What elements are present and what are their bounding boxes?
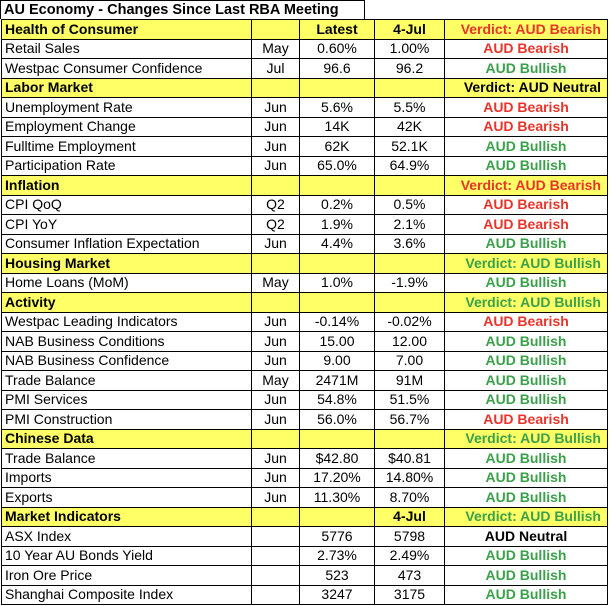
indicator-verdict: AUD Bullish [445, 332, 608, 352]
table-row [2, 156, 608, 176]
previous-value: 5798 [375, 527, 445, 547]
table-row [2, 137, 608, 157]
previous-value: 56.7% [375, 410, 445, 430]
indicator-name: Trade Balance [2, 371, 252, 391]
section-title: Market Indicators [2, 507, 252, 527]
indicator-verdict: AUD Bearish [445, 195, 608, 215]
indicator-name: NAB Business Confidence [2, 351, 252, 371]
table-row [2, 566, 608, 586]
table-row [2, 332, 608, 352]
indicator-verdict: AUD Bullish [445, 351, 608, 371]
previous-value: 52.1K [375, 137, 445, 157]
indicator-verdict: AUD Bullish [445, 59, 608, 79]
previous-value: 64.9% [375, 156, 445, 176]
table-row [2, 468, 608, 488]
indicator-name: PMI Construction [2, 410, 252, 430]
section-title: Inflation [2, 176, 252, 196]
table-row [2, 546, 608, 566]
section-verdict: Verdict: AUD Bullish [445, 293, 608, 313]
previous-value: $40.81 [375, 449, 445, 469]
release-period: Jun [252, 468, 300, 488]
release-period: Jun [252, 410, 300, 430]
indicator-verdict: AUD Neutral [445, 527, 608, 547]
table-row [2, 371, 608, 391]
indicator-verdict: AUD Bullish [445, 390, 608, 410]
indicator-verdict: AUD Bullish [445, 449, 608, 469]
previous-value: 1.00% [375, 39, 445, 59]
indicator-verdict: AUD Bullish [445, 156, 608, 176]
section-verdict: Verdict: AUD Bullish [445, 429, 608, 449]
release-period [252, 566, 300, 586]
indicator-name: Home Loans (MoM) [2, 273, 252, 293]
indicator-name: Employment Change [2, 117, 252, 137]
latest-value: 0.2% [300, 195, 375, 215]
table-row [2, 312, 608, 332]
indicator-verdict: AUD Bullish [445, 488, 608, 508]
table-row [2, 585, 608, 605]
section-header-row [2, 254, 608, 274]
section-prev-header [375, 429, 445, 449]
latest-value: -0.14% [300, 312, 375, 332]
section-latest-header [300, 254, 375, 274]
release-period: May [252, 39, 300, 59]
section-title: Housing Market [2, 254, 252, 274]
release-period: Q2 [252, 195, 300, 215]
section-date-cell [252, 293, 300, 313]
indicator-name: Iron Ore Price [2, 566, 252, 586]
section-date-cell [252, 507, 300, 527]
section-prev-header [375, 254, 445, 274]
indicator-name: Westpac Consumer Confidence [2, 59, 252, 79]
latest-value: 17.20% [300, 468, 375, 488]
table-row [2, 234, 608, 254]
release-period: Jun [252, 488, 300, 508]
latest-value: 2471M [300, 371, 375, 391]
release-period: Jun [252, 332, 300, 352]
release-period: Jun [252, 234, 300, 254]
section-header-row [2, 78, 608, 98]
previous-value: 51.5% [375, 390, 445, 410]
indicator-verdict: AUD Bearish [445, 312, 608, 332]
latest-value: $42.80 [300, 449, 375, 469]
section-prev-header: 4-Jul [375, 507, 445, 527]
indicator-name: NAB Business Conditions [2, 332, 252, 352]
table-row [2, 59, 608, 79]
latest-value: 0.60% [300, 39, 375, 59]
section-header-row [2, 20, 608, 40]
latest-value: 56.0% [300, 410, 375, 430]
table-row [2, 215, 608, 235]
indicator-name: Imports [2, 468, 252, 488]
section-latest-header [300, 507, 375, 527]
release-period: Jun [252, 156, 300, 176]
release-period [252, 527, 300, 547]
latest-value: 14K [300, 117, 375, 137]
previous-value: 7.00 [375, 351, 445, 371]
latest-value: 5776 [300, 527, 375, 547]
latest-value: 65.0% [300, 156, 375, 176]
indicator-name: Retail Sales [2, 39, 252, 59]
release-period: Q2 [252, 215, 300, 235]
latest-value: 3247 [300, 585, 375, 605]
indicator-verdict: AUD Bullish [445, 234, 608, 254]
page-title: AU Economy - Changes Since Last RBA Meeting [0, 0, 365, 19]
indicator-name: Fulltime Employment [2, 137, 252, 157]
previous-value: 2.1% [375, 215, 445, 235]
indicator-name: 10 Year AU Bonds Yield [2, 546, 252, 566]
latest-value: 2.73% [300, 546, 375, 566]
latest-value: 1.9% [300, 215, 375, 235]
previous-value: 3.6% [375, 234, 445, 254]
release-period: Jun [252, 98, 300, 118]
latest-value: 5.6% [300, 98, 375, 118]
section-latest-header [300, 78, 375, 98]
section-verdict: Verdict: AUD Bearish [445, 176, 608, 196]
indicator-verdict: AUD Bearish [445, 215, 608, 235]
previous-value: 42K [375, 117, 445, 137]
table-row [2, 449, 608, 469]
table-row [2, 39, 608, 59]
section-header-row [2, 507, 608, 527]
table-row [2, 527, 608, 547]
indicator-name: Consumer Inflation Expectation [2, 234, 252, 254]
indicator-name: Shanghai Composite Index [2, 585, 252, 605]
indicator-verdict: AUD Bullish [445, 585, 608, 605]
indicator-verdict: AUD Bullish [445, 371, 608, 391]
section-title: Labor Market [2, 78, 252, 98]
latest-value: 523 [300, 566, 375, 586]
section-verdict: Verdict: AUD Bullish [445, 507, 608, 527]
previous-value: 96.2 [375, 59, 445, 79]
section-title: Chinese Data [2, 429, 252, 449]
section-date-cell [252, 78, 300, 98]
latest-value: 15.00 [300, 332, 375, 352]
latest-value: 96.6 [300, 59, 375, 79]
release-period: Jun [252, 137, 300, 157]
latest-value: 11.30% [300, 488, 375, 508]
section-title: Activity [2, 293, 252, 313]
previous-value: 91M [375, 371, 445, 391]
release-period: Jun [252, 390, 300, 410]
table-body [2, 20, 608, 605]
table-row [2, 273, 608, 293]
release-period: May [252, 371, 300, 391]
section-date-cell [252, 254, 300, 274]
table-row [2, 117, 608, 137]
section-date-cell [252, 20, 300, 40]
table-row [2, 488, 608, 508]
previous-value: 14.80% [375, 468, 445, 488]
section-header-row [2, 429, 608, 449]
release-period: Jul [252, 59, 300, 79]
section-verdict: Verdict: AUD Bearish [445, 20, 608, 40]
indicator-verdict: AUD Bullish [445, 566, 608, 586]
indicator-name: Trade Balance [2, 449, 252, 469]
release-period [252, 585, 300, 605]
section-prev-header: 4-Jul [375, 20, 445, 40]
latest-value: 9.00 [300, 351, 375, 371]
section-prev-header [375, 176, 445, 196]
previous-value: -0.02% [375, 312, 445, 332]
indicator-verdict: AUD Bearish [445, 39, 608, 59]
previous-value: -1.9% [375, 273, 445, 293]
table-row [2, 410, 608, 430]
section-date-cell [252, 429, 300, 449]
indicator-name: CPI QoQ [2, 195, 252, 215]
previous-value: 8.70% [375, 488, 445, 508]
table-row [2, 98, 608, 118]
table-row [2, 390, 608, 410]
release-period: Jun [252, 351, 300, 371]
section-latest-header [300, 176, 375, 196]
release-period: May [252, 273, 300, 293]
section-verdict: Verdict: AUD Bullish [445, 254, 608, 274]
indicator-verdict: AUD Bullish [445, 546, 608, 566]
table-row [2, 195, 608, 215]
indicator-name: CPI YoY [2, 215, 252, 235]
indicator-verdict: AUD Bullish [445, 468, 608, 488]
previous-value: 2.49% [375, 546, 445, 566]
indicator-verdict: AUD Bearish [445, 117, 608, 137]
release-period: Jun [252, 449, 300, 469]
latest-value: 62K [300, 137, 375, 157]
release-period [252, 546, 300, 566]
section-latest-header: Latest [300, 20, 375, 40]
latest-value: 54.8% [300, 390, 375, 410]
indicator-name: Unemployment Rate [2, 98, 252, 118]
previous-value: 5.5% [375, 98, 445, 118]
indicator-name: Exports [2, 488, 252, 508]
section-verdict: Verdict: AUD Neutral [445, 78, 608, 98]
section-date-cell [252, 176, 300, 196]
table-row [2, 351, 608, 371]
latest-value: 1.0% [300, 273, 375, 293]
previous-value: 473 [375, 566, 445, 586]
previous-value: 0.5% [375, 195, 445, 215]
latest-value: 4.4% [300, 234, 375, 254]
release-period: Jun [252, 312, 300, 332]
indicator-name: Participation Rate [2, 156, 252, 176]
indicator-name: ASX Index [2, 527, 252, 547]
section-latest-header [300, 429, 375, 449]
indicator-verdict: AUD Bearish [445, 98, 608, 118]
indicator-verdict: AUD Bullish [445, 137, 608, 157]
release-period: Jun [252, 117, 300, 137]
indicator-verdict: AUD Bearish [445, 410, 608, 430]
rba-changes-table [1, 19, 608, 605]
section-prev-header [375, 78, 445, 98]
indicator-name: Westpac Leading Indicators [2, 312, 252, 332]
section-header-row [2, 293, 608, 313]
section-latest-header [300, 293, 375, 313]
previous-value: 3175 [375, 585, 445, 605]
indicator-name: PMI Services [2, 390, 252, 410]
section-header-row [2, 176, 608, 196]
indicator-verdict: AUD Bullish [445, 273, 608, 293]
section-title: Health of Consumer [2, 20, 252, 40]
section-prev-header [375, 293, 445, 313]
previous-value: 12.00 [375, 332, 445, 352]
